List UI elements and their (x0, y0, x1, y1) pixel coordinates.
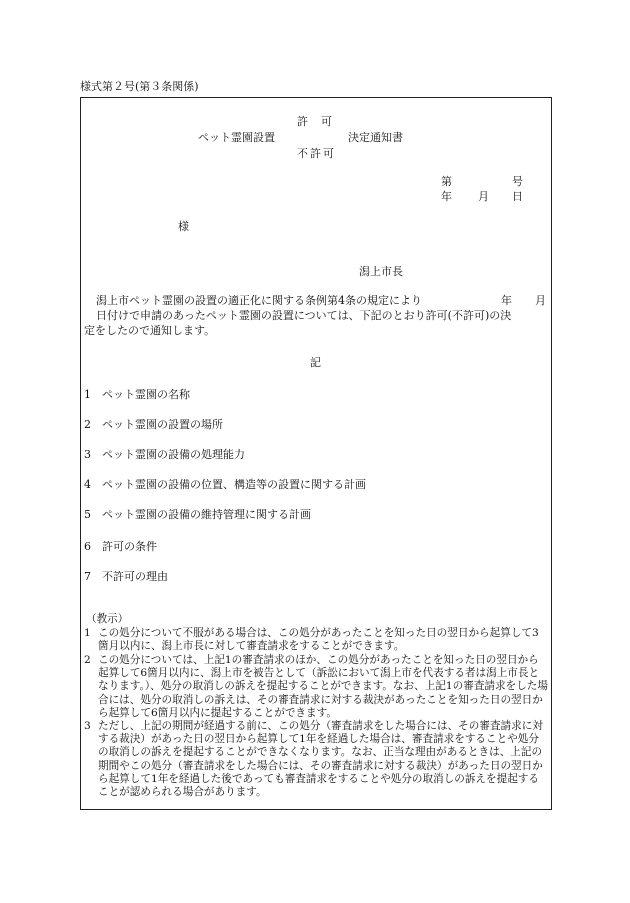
date-year: 年 (441, 190, 452, 203)
instruction-3-text: ただし、上記の期間が経過する前に、この処分（審査請求をした場合には、その審査請求に対する裁決）があった日の翌日から起算して1年を経過した場合は、審査請求をすることや処分の取消しの訴えを提起することができなくなります。なお、正当な理由があるときは、上記の期間やこの処分（審査請求をした場合には、その審査請求に対する裁決）があった日の翌日から起算して1年を経過した後であっても審査請求をすることや処分の取消しの訴えを提起することが認められる場合があります。 (98, 720, 543, 799)
title-nonpermit: 不許可 (297, 147, 336, 160)
body-line-1: 潟上市ペット霊園の設置の適正化に関する条例第4条の規定により (96, 294, 422, 307)
instruction-2-number: 2 (84, 654, 91, 666)
form-label: 様式第２号(第３条関係) (80, 80, 199, 93)
item-2: 2 ペット霊園の設置の場所 (84, 418, 223, 431)
ki-heading: 記 (310, 356, 321, 369)
instruction-1-number: 1 (84, 627, 91, 639)
date-month: 月 (478, 190, 489, 203)
date-day: 日 (512, 190, 523, 203)
item-7: 7 不許可の理由 (84, 570, 168, 583)
title-suffix: 決定通知書 (348, 131, 403, 144)
instruction-1 (84, 627, 548, 653)
instruction-2 (84, 654, 548, 720)
addressee-suffix: 様 (178, 220, 189, 233)
item-6: 6 許可の条件 (84, 540, 157, 553)
instruction-3 (84, 720, 548, 799)
body-line-3: 定をしたので通知します。 (84, 324, 216, 337)
title-permit: 許 可 (297, 115, 333, 128)
item-5: 5 ペット霊園の設備の維持管理に関する計画 (84, 508, 311, 521)
body-line-1-year: 年 (501, 294, 512, 307)
instruction-heading: （教示） (86, 613, 129, 625)
body-line-2: 日付けで申請のあったペット霊園の設置については、下記のとおり許可(不許可)の決 (96, 309, 512, 322)
item-3: 3 ペット霊園の設備の処理能力 (84, 448, 245, 461)
item-4: 4 ペット霊園の設備の位置、構造等の設置に関する計画 (84, 478, 366, 491)
issuer: 潟上市長 (359, 265, 403, 278)
item-1: 1 ペット霊園の名称 (84, 388, 190, 401)
body-line-1-month: 月 (535, 294, 546, 307)
instruction-3-number: 3 (84, 720, 91, 732)
instruction-2-text: この処分については、上記1の審査請求のほか、この処分があったことを知った日の翌日から起算して6箇月以内に、潟上市を被告として（訴訟において潟上市を代表する者は潟上市長となります。）、処分の取消しの訴えを提起することができます。なお、上記1の審査請求をした場合には、処分の取消しの訴えは、その審査請求に対する裁決があったことを知った日の翌日から起算して6箇月以内に提起することができます。 (98, 654, 548, 719)
instruction-1-text: この処分について不服がある場合は、この処分があったことを知った日の翌日から起算して3箇月以内に、潟上市長に対して審査請求をすることができます。 (98, 627, 539, 653)
doc-number-dai: 第 (441, 175, 452, 188)
title-prefix: ペット霊園設置 (198, 131, 275, 144)
doc-number-go: 号 (512, 175, 523, 188)
